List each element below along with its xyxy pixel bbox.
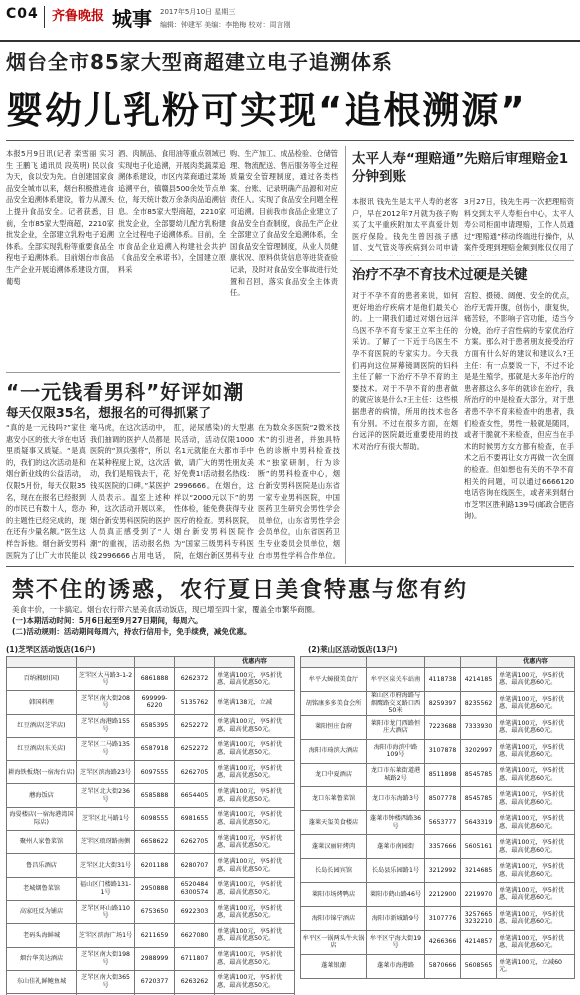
sidebar2-title: 治疗不孕不育技术过硬是关键: [352, 267, 528, 283]
phone-1: 6097555: [135, 761, 175, 784]
offer-text: 单笔满100元，享5折优惠，最高优惠50元。: [215, 854, 295, 877]
offer-text: 单笔满100元，享5折优惠，最高优惠60元。: [497, 859, 575, 883]
sidebar2-column-2: 宫腔、摄镜、阔便、安全的优点，治疗无需开腹，创伤小，康复快，痛苦轻，不影响子宫功能，适当今分娩，治疗子宫性病的专家优治疗方案。那么对于患者朋友接受治疗方面有什么好的建议和建议么?王主任：有一点要说一下，不过不论是是生殖学，那就是大多年治疗的患者都这么多年的就诊在治疗，我所治疗的中是检查大部分，对于患者患不孕不育来检查中的患者，我们检查女性，男性一般就是随同，或者干脆就不来检查，但应当在手术的时候男方女方都有检查，在手术之后不要再让女方再做一次全面的检查。但如想也有关的不孕不育相关的问题，可以通过6666120电话咨询在线医生，或者来到烟台市芝罘区胜利路139号(邮政合肥咨询)。: [464, 291, 574, 521]
table-row: [7, 668, 295, 691]
table-row: [7, 807, 295, 830]
offer-text: 单笔满100元，享5折优惠，最高优惠60元。: [497, 883, 575, 907]
restaurant-address: 莱阳市龙门西路恒庄大酒店: [367, 715, 425, 739]
offer-text: 单笔满100元，享5折优惠，最高优惠50元。: [215, 947, 295, 970]
table-row: [301, 906, 575, 930]
offer-text: 单笔满100元，享5折优惠，最高优惠50元。: [215, 737, 295, 760]
article2-column-1: “真的是一元钱吗?”家住惠安小区的张大爷在电话里质疑事又质疑。“是真的，我们的这次活动是和烟台新业线的公益活动，仅限5月份，每天仅限35名，现在在报名已经报到的市民已有数十人，您办的主题性已经完成的，现在还有少量名额。”医生这样告诉他。烟台新安男科医院为了让广大市民能以: [6, 423, 86, 560]
phone-2: 6263262: [175, 970, 215, 993]
phone-2: 8545785: [461, 763, 497, 787]
table-row: [7, 854, 295, 877]
restaurant-address: 牟平区泉关车站南: [367, 668, 425, 692]
offer-text: 单笔满100元，享5折优惠，最高优惠60元。: [497, 715, 575, 739]
article2-column-2: 毫马虎，在这次活动中，我们抽调的医护人员都是医院的“顶兵强将”，所以在某种程度上说，这次活动，我们是赔钱去干，花钱买医院的口碑。”某医护人员表示。温室上述种种，这次活动开展以来，烟台新安男科医院的医护人员真正感受到了“人潮”的重视，活动报名热线2996666占用电话，: [90, 423, 170, 560]
offer-text: 单笔满100元，享5折优惠，最高优惠60元。: [497, 787, 575, 811]
article1-headline: 婴幼儿乳粉可实现“追根溯源”: [6, 89, 527, 132]
restaurant-name: 龙口中夏酒店: [301, 763, 367, 787]
restaurant-address: 芝罘区南大街198号: [77, 947, 135, 970]
right-table-title: (2)莱山区活动饭店(13户): [308, 645, 398, 654]
restaurant-name: 蓬莱天玺美食楼店: [301, 811, 367, 835]
phone-2: 5608565: [461, 954, 497, 978]
table-row: [7, 970, 295, 993]
offer-text: 单笔满100元，享5折优惠，最高优惠60元。: [497, 930, 575, 954]
restaurant-name: 莱阳市场烤鸭店: [301, 883, 367, 907]
table-row: [301, 763, 575, 787]
phone-2: 6981655: [175, 807, 215, 830]
header-divider: [44, 6, 45, 28]
restaurant-address: 芝罘区滨海广场1号: [77, 924, 135, 947]
offer-text: 单笔满100元，享5折优惠，最高优惠60元。: [497, 691, 575, 715]
restaurant-address: 芝罘区南大街208号: [77, 691, 135, 714]
table-row: [7, 714, 295, 737]
table-row: [7, 947, 295, 970]
phone-1: 2988999: [135, 947, 175, 970]
restaurant-address: 海阳市海滨中路109号: [367, 739, 425, 763]
table-row: [301, 691, 575, 715]
phone-2: 6654405: [175, 784, 215, 807]
restaurant-address: 芝罘区北大街31号: [77, 854, 135, 877]
offer-text: 单笔满100元，享5折优惠，最高优惠50元。: [215, 831, 295, 854]
phone-1: 6098555: [135, 807, 175, 830]
phone-1: 6720377: [135, 970, 175, 993]
restaurant-address: 福山区门楼路131-1号: [77, 877, 135, 900]
right-table-header-row: [301, 657, 575, 668]
phone-2: 7333930: [461, 715, 497, 739]
phone-2: 6262705: [175, 831, 215, 854]
article3-rule-2: (二)活动规则：活动期间每周六，持农行信用卡，免手续费，减免优惠。: [12, 627, 252, 636]
article2-column-3: 肛，泌尿感染)的大型惠民活动，活动仅限1000名1元就能在大都市手中做，请广大的男性朋友美好免费1!活动报名热线：2996666。在烟台，这样以“2000元以下”的男性体检，能免费获得专业医疗的检查。男科医院，烟台新安男科医院作为“国家三级男科专科医院，在烟台新区男科专业: [174, 423, 254, 560]
table-row: [301, 787, 575, 811]
offer-text: 单笔满138元，立减: [215, 691, 295, 714]
restaurant-address: 芝罘区二马路135号: [77, 737, 135, 760]
restaurant-name: 莱阳恒庄食府: [301, 715, 367, 739]
table-row: [7, 877, 295, 900]
restaurant-name: 鲁昌乐酒店: [7, 854, 77, 877]
article2-title: “一元钱看男科”好评如潮: [6, 380, 245, 404]
restaurant-name: 老码头海鲜城: [7, 924, 77, 947]
left-table-header-row: [7, 657, 295, 668]
restaurant-address: 莱阳市鹤山路46号: [367, 883, 425, 907]
headline-rule: [6, 140, 574, 141]
article2-subtitle: 每天仅限35名，想报名的可得抓紧了: [6, 405, 211, 420]
restaurant-address: 蓬莱市南园街: [367, 835, 425, 859]
restaurant-name: 百纳湘厨(国): [7, 668, 77, 691]
phone-1: 3107776: [425, 906, 461, 930]
phone-1: 4118738: [425, 668, 461, 692]
offer-text: 单笔满100元，享5折优惠，最高优惠50元。: [215, 924, 295, 947]
phone-2: 3214685: [461, 859, 497, 883]
phone-2: 5135762: [175, 691, 215, 714]
restaurant-address: 牟平区宁海大街19号: [367, 930, 425, 954]
table-row: [301, 859, 575, 883]
article3-intro: 美食丰价，一卡搞定。烟台农行带六星美食活动饭店，现已增至四十家，覆盖全市繁华商圈。: [12, 605, 320, 614]
restaurant-address: 蓬莱市钟楼西路36号: [367, 811, 425, 835]
offer-text: 单笔满100元，享5折优惠，最高优惠60元。: [497, 763, 575, 787]
restaurant-name: 长岛长园宾馆: [301, 859, 367, 883]
table-row: [301, 811, 575, 835]
sidebar-divider: [350, 260, 574, 261]
section-name: 城事: [112, 7, 152, 31]
offer-text: 单笔满100元，享5折优惠，最高优惠50元。: [215, 714, 295, 737]
article3-title: 禁不住的诱惑，农行夏日美食特惠与您有约: [12, 578, 469, 603]
offer-text: 单笔满100元，享5折优惠，最高优惠50元。: [215, 900, 295, 923]
phone-2: 3257665 3232210: [461, 906, 497, 930]
section-divider: [6, 566, 574, 567]
restaurant-name: 蓬莱汉丽轩烤肉: [301, 835, 367, 859]
phone-2: 5643319: [461, 811, 497, 835]
restaurant-name: 红豆酒店(芝罘店): [7, 714, 77, 737]
left-offer-header: 优惠内容: [215, 657, 295, 668]
sidebar2-column-1: 对于不孕不育的患者来说，如何更好地治疗疾病才是他们最关心的。上一期我们通过对烟台远洋乌医不孕不育专家王立军主任的采访。了解了一下近于乌医生不孕不育医院的专家实力。今天我们再向这位屏幕镜调医院的妇科主任了解一下治疗不孕不育的主要技术。对于不孕不育的患者做的就应该是什么?王主任：这些根据患者的病情，所用的技术也各有分别。不过在很多方面，在烟台远洋的医院最近重要使用的技术对治疗有很大帮助。: [352, 291, 458, 451]
phone-1: 6585395: [135, 714, 175, 737]
restaurant-address: 芝罘区滨海路23号: [77, 761, 135, 784]
newspaper-logo: 齐鲁晚报: [52, 9, 105, 24]
phone-2: 6520484 6300574: [175, 877, 215, 900]
restaurant-name: 蘑海饭店: [7, 784, 77, 807]
phone-2: 6262705: [175, 761, 215, 784]
page-header: [0, 0, 580, 42]
phone-1: 6201188: [135, 854, 175, 877]
table-row: [7, 784, 295, 807]
phone-1: 5653777: [425, 811, 461, 835]
restaurant-address: 长岛县乐园路1号: [367, 859, 425, 883]
restaurant-name: 耕海铁板烧(一宿海台店): [7, 761, 77, 784]
restaurant-address: 蓬莱市海港路: [367, 954, 425, 978]
phone-2: 6627080: [175, 924, 215, 947]
phone-1: 699999-6220: [135, 691, 175, 714]
restaurant-address: 莱山区市府海路与烟鹰路交叉路口西50米: [367, 691, 425, 715]
restaurant-name: 海阳市琦滨大酒店: [301, 739, 367, 763]
phone-1: 3212992: [425, 859, 461, 883]
phone-1: 2212900: [425, 883, 461, 907]
phone-2: 6262372: [175, 668, 215, 691]
restaurant-name: 海阳市锦宁酒店: [301, 906, 367, 930]
offer-text: 单笔满100元，立减60元。: [497, 954, 575, 978]
article3-rule-1: (一)本期活动时间：5月6日起至9月27日期间，每周六。: [12, 616, 203, 625]
sidebar1-column-1: 本报讯 钱先生是太平人寿的老客户，早在2012年7月就为孩子购买了太平重疾附加太平真爱计划医疗保险。钱先生曾因孩子感冒、支气管炎等疾病到公司申请: [352, 197, 458, 253]
page-number: C04: [6, 6, 39, 22]
restaurant-address: 海阳市新城路9号: [367, 906, 425, 930]
article1-kicker: 烟台全市85家大型商超建立电子追溯体系: [6, 50, 393, 74]
table-row: [301, 668, 575, 692]
phone-1: 6587918: [135, 737, 175, 760]
restaurant-address: 龙口市东海路3号: [367, 787, 425, 811]
sidebar1-column-2: 3月27日，钱先生再一次把理赔资料交到太平人寿柜台中心，太平人寿公司柜面申请理赔，工作人员通过“理赔通”移动终端进行操作，从案件受理到理赔金额到账仅仅用了: [464, 197, 574, 253]
table-row: [7, 761, 295, 784]
phone-1: 6753650: [135, 900, 175, 923]
restaurant-name: 东山佳礼鲜鲍鱼城: [7, 970, 77, 993]
offer-text: 单笔满100元，享5折优惠，最高优惠60元。: [497, 739, 575, 763]
phone-2: 6280707: [175, 854, 215, 877]
table-row: [7, 900, 295, 923]
issue-date: 2017年5月10日 星期三: [160, 8, 236, 16]
phone-2: 6922303: [175, 900, 215, 923]
article1-column-2: 酒、肉制品、食用油等重点领域已实现电子化追溯，开展肉类蔬菜追溯体系建设，市区内菜商通过菜场追溯平台，镇赣县500余处节点单位，每天统计数万余条肉品追溯信息。全市85家大型商超，2210家批发企业，全部婴幼儿配方乳粉建立全过程电子追溯体系。目前，全市食品企业追溯入构建社会共护《食品安全承诺书》，全国建立原料采: [118, 149, 226, 274]
offer-text: 单笔满100元，享5折优惠，最高优惠60元。: [497, 906, 575, 930]
phone-2: 6252272: [175, 714, 215, 737]
phone-1: 8511898: [425, 763, 461, 787]
restaurant-address: 芝罘区琅玡路南侧: [77, 831, 135, 854]
phone-1: 4266366: [425, 930, 461, 954]
restaurant-name: 烟台华美达酒店: [7, 947, 77, 970]
phone-1: 6585888: [135, 784, 175, 807]
restaurant-name: 蓬莱银潮: [301, 954, 367, 978]
phone-1: 8259397: [425, 691, 461, 715]
restaurant-address: 芝罘区北大街236号: [77, 784, 135, 807]
phone-2: 2219970: [461, 883, 497, 907]
table-row: [301, 739, 575, 763]
restaurant-name: 胡铭康多多美食会所: [301, 691, 367, 715]
table-row: [7, 831, 295, 854]
offer-text: 单笔满100元，享5折优惠，最高优惠50元。: [215, 807, 295, 830]
phone-2: 8235562: [461, 691, 497, 715]
phone-2: 4214857: [461, 930, 497, 954]
restaurant-name: 高家旺反为铺店: [7, 900, 77, 923]
offer-text: 单笔满100元，享5折优惠，最高优惠50元。: [215, 668, 295, 691]
editor-credits: 编辑：钟建军 美编：李艳梅 校对：周言刚: [160, 21, 291, 29]
restaurant-name: 龙口东莱鲁菜馆: [301, 787, 367, 811]
offer-text: 单笔满100元，享5折优惠，最高优惠60元。: [497, 668, 575, 692]
left-table-title: (1)芝罘区活动饭店(16户): [6, 645, 96, 654]
phone-1: 7223688: [425, 715, 461, 739]
offer-text: 单笔满100元，享5折优惠，最高优惠50元。: [215, 761, 295, 784]
article2-column-4: 在为数众多医院“2微米技术”的引进者，并独具特色的诊断中男科检查技术“独家研制，行为诊断”的男科检查中心，烟台新安男科医院是山东省一家专业男科医院，中国医药卫生研究会男性学会员单位，山东省男性学会会员单位，山东省医药卫生专业委员会员单位，烟台市男性学科合作单位。: [258, 423, 340, 560]
restaurant-address: 芝罘区北马路1号: [77, 807, 135, 830]
phone-2: 3202997: [461, 739, 497, 763]
restaurant-address: 芝罘区环山路110号: [77, 900, 135, 923]
table-row: [301, 954, 575, 978]
article2-divider: [6, 372, 340, 373]
right-offer-header: 优惠内容: [497, 657, 575, 668]
phone-1: 6658622: [135, 831, 175, 854]
restaurant-name: 牟平大蟑摄美食厅: [301, 668, 367, 692]
phone-1: 6211659: [135, 924, 175, 947]
phone-2: 6252272: [175, 737, 215, 760]
table-row: [7, 691, 295, 714]
phone-2: 5605161: [461, 835, 497, 859]
restaurant-address: 芝罘区南大街365号: [77, 970, 135, 993]
article1-column-3: 购、生产加工、成品检验、仓储管理、物流配送、售后服务等全过程质量安全管理制度，通过各类档案、台账、记录明确产品源和对应责任人。实现了食品安全问题全程可追溯。目前我市食品企业建立了食品安全自查制度，食品生产企业全部建立了食品安全追溯体系，全国食品安全管理制度，从业人员健康状况、原料供货信息等进货查验记录，及时对食品安全事故进行处置和召回，落实食品安全主体责任。: [230, 149, 338, 298]
phone-1: 5870666: [425, 954, 461, 978]
table-row: [301, 715, 575, 739]
restaurant-name: 海晏楼店(一宿海港湾国际店): [7, 807, 77, 830]
phone-1: 2950888: [135, 877, 175, 900]
table-row: [301, 835, 575, 859]
restaurant-name: 聚州人家鲁菜馆: [7, 831, 77, 854]
offer-text: 单笔满100元，享5折优惠，最高优惠50元。: [215, 877, 295, 900]
phone-2: 6711807: [175, 947, 215, 970]
restaurant-name: 韩国料理: [7, 691, 77, 714]
restaurant-name: 红豆酒店(东关店): [7, 737, 77, 760]
phone-2: 4214185: [461, 668, 497, 692]
restaurant-address: 芝罘区大马路3-1-2号: [77, 668, 135, 691]
offer-text: 单笔满100元，享5折优惠，最高优惠60元。: [497, 835, 575, 859]
phone-1: 6861888: [135, 668, 175, 691]
right-restaurant-table: [300, 656, 575, 979]
restaurant-address: 芝罘区海港路155号: [77, 714, 135, 737]
table-row: [7, 737, 295, 760]
article1-column-1: 本报5月9日讯(记者 栾雪丽 实习生 王鹏飞 通讯员 段英明) 民以食为天，食以安为先。自创建国家食品安全城市以来，烟台积极推进食品安全追溯体系建设，着力从源头上提升食品安全。记者获悉，目前，全市85家大型商超，2210家批发企业，全部建立乳粉电子追溯体系。全部实现乳粉等重要食品全程电子追溯体系。目前烟台市食品生产企业开展追溯体系建设方面，葡萄: [6, 149, 114, 286]
restaurant-address: 龙口市东莱街道港城路2号: [367, 763, 425, 787]
table-row: [301, 883, 575, 907]
phone-2: 8545785: [461, 787, 497, 811]
left-restaurant-table: [6, 656, 295, 995]
table-row: [301, 930, 575, 954]
phone-1: 3357666: [425, 835, 461, 859]
phone-1: 3107878: [425, 739, 461, 763]
table-row: [7, 924, 295, 947]
offer-text: 单笔满100元，享5折优惠，最高优惠60元。: [497, 811, 575, 835]
sidebar1-title: 太平人寿“理赔通”先赔后审理赔金1分钟到账: [352, 151, 569, 185]
phone-1: 8507778: [425, 787, 461, 811]
restaurant-name: 牟平区一锅两头牛火锅店: [301, 930, 367, 954]
column-divider: [345, 146, 346, 564]
restaurant-name: 老城烟鲁菜馆: [7, 877, 77, 900]
offer-text: 单笔满100元，享5折优惠，最高优惠50元。: [215, 970, 295, 993]
offer-text: 单笔满100元，享5折优惠，最高优惠50元。: [215, 784, 295, 807]
